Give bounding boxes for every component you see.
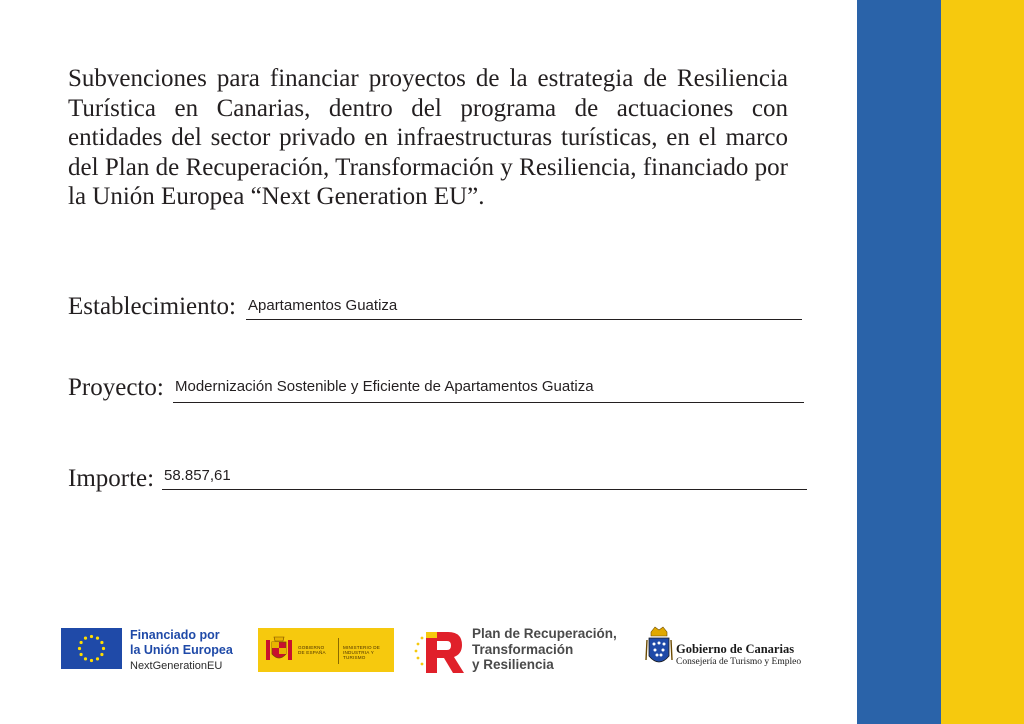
canarias-sub: Consejería de Turismo y Empleo [676,657,802,667]
proyecto-label: Proyecto: [68,374,164,401]
eu-line3: NextGenerationEU [130,660,223,672]
prtr-line3: y Resiliencia [472,657,554,672]
spain-ministry-logo [258,628,394,672]
prtr-logo-icon [412,624,468,676]
establecimiento-value: Apartamentos Guatiza [248,297,398,314]
importe-underline [162,489,807,490]
spain-divider [338,638,339,664]
proyecto-underline [173,402,804,403]
field-importe [68,453,813,493]
eu-flag-icon [61,628,122,669]
prtr-line2: Transformación [472,641,574,657]
eu-line1: Financiado por [130,628,220,642]
blue-stripe [857,0,941,724]
field-proyecto [68,362,808,402]
prtr-text [472,626,617,673]
intro-paragraph: Subvenciones para financiar proyectos de la estrategia de Resiliencia Turística en Canarias, dentro del programa de actuaciones con entidades del sector privado en infraestructuras turísticas, en el marco del Plan de Recuperación, Transformación y Resiliencia, financiado por la Unión Europea “Next Generation EU”. [68,65,788,210]
canarias-text [676,642,801,668]
spain-coat-of-arms-icon [264,634,294,666]
importe-value: 58.857,61 [164,467,231,484]
yellow-stripe [941,0,1024,724]
establecimiento-label: Establecimiento: [68,293,237,320]
field-establecimiento [68,281,808,321]
establecimiento-underline [246,319,802,320]
canarias-name: Gobierno de Canarias [676,642,795,656]
funding-logos [0,618,857,678]
eu-funding-text [130,628,233,674]
proyecto-value: Modernización Sostenible y Eficiente de Apartamentos Guatiza [175,378,594,395]
importe-label: Importe: [68,465,155,492]
spain-gobierno-text: GOBIERNO DE ESPAÑA [298,645,326,656]
prtr-line1: Plan de Recuperación, [472,626,617,641]
eu-line2: la Unión Europea [130,643,233,657]
spain-ministerio-text: MINISTERIO DE INDUSTRIA Y TURISMO [343,645,381,661]
canarias-seal-icon [645,624,673,676]
